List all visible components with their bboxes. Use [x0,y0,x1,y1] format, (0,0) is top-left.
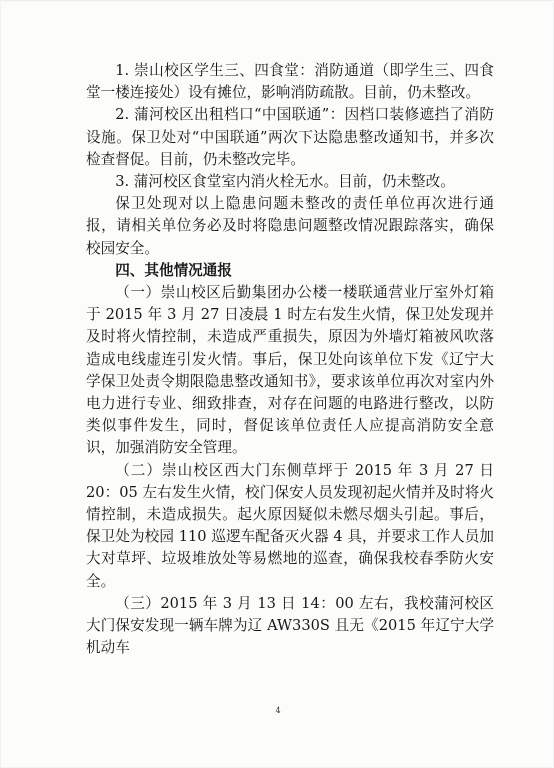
scan-edge [0,0,554,2]
page-number: 4 [275,706,281,715]
case-paragraph-2: （二）崇山校区西大门东侧草坪于 2015 年 3 月 27 日 20：05 左右发生火情，校门保安人员发现初起火情并及时将火情控制，未造成损失。起火原因疑似未燃尽烟头引起。事后，保卫处为校园 110 巡逻车配备灭火器 4 具，并要求工作人员加大对草坪、垃圾堆放处等易燃地的巡查，确保我校春季防火安全。 [86,461,494,590]
rectification-item-2: 2. 蒲河校区出租档口“中国联通”：因档口装修遮挡了消防设施。保卫处对“中国联通”两次下达隐患整改通知书，并多次检查督促。目前，仍未整改完毕。 [86,106,494,168]
rectification-item-3: 3. 蒲河校区食堂室内消火栓无水。目前，仍未整改。 [115,173,455,191]
rectification-item-1: 1. 崇山校区学生三、四食堂：消防通道（即学生三、四食堂一楼连接处）设有摊位，影响消防疏散。目前，仍未整改。 [86,62,494,102]
notice-paragraph: 保卫处现对以上隐患问题未整改的责任单位再次进行通报，请相关单位务必及时将隐患问题整改情况跟踪落实，确保校园安全。 [86,195,494,257]
case-paragraph-1: （一）崇山校区后勤集团办公楼一楼联通营业厅室外灯箱于 2015 年 3 月 27 日凌晨 1 时左右发生火情，保卫处发现并及时将火情控制，未造成严重损失，原因为外墙灯箱被风吹落造成电线虚连引发火情。事后，保卫处向该单位下发《辽宁大学保卫处责令期限隐患整改通知书》，要求该单位再次对室内外电力进行专业、细致排查，对存在问题的电路进行整改，以防类似事件发生，同时，督促该单位责任人应提高消防安全意识，加强消防安全管理。 [86,284,494,457]
section-heading: 四、其他情况通报 [115,261,232,279]
document-body [86,60,494,659]
case-paragraph-3: （三）2015 年 3 月 13 日 14：00 左右，我校蒲河校区大门保安发现一辆车牌为辽 AW330S 且无《2015 年辽宁大学机动车 [86,594,494,657]
